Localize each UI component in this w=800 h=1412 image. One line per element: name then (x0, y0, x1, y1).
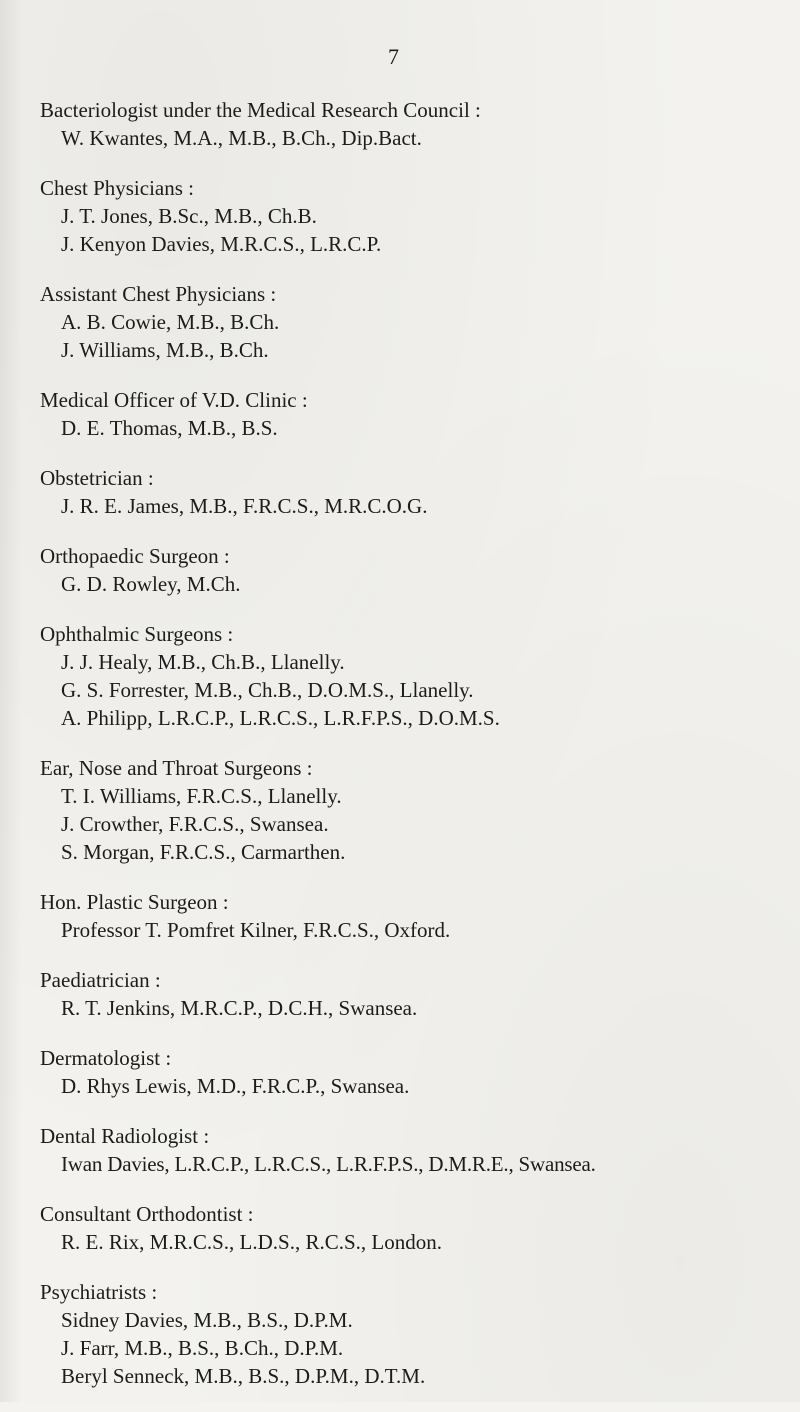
staff-entry: J. T. Jones, B.Sc., M.B., Ch.B. (61, 204, 317, 228)
section-heading: Bacteriologist under the Medical Research Council : (40, 98, 481, 122)
section-heading: Medical Officer of V.D. Clinic : (40, 388, 308, 412)
staff-entry: S. Morgan, F.R.C.S., Carmarthen. (61, 840, 346, 864)
staff-entry: R. T. Jenkins, M.R.C.P., D.C.H., Swansea. (61, 996, 418, 1020)
staff-entry: T. I. Williams, F.R.C.S., Llanelly. (61, 784, 342, 808)
staff-entry: J. Farr, M.B., B.S., B.Ch., D.P.M. (61, 1336, 344, 1360)
staff-entry: J. J. Healy, M.B., Ch.B., Llanelly. (61, 650, 345, 674)
staff-entry: Iwan Davies, L.R.C.P., L.R.C.S., L.R.F.P.S., D.M.R.E., Swansea. (61, 1152, 596, 1176)
staff-entry: J. Crowther, F.R.C.S., Swansea. (61, 812, 329, 836)
section-heading: Dermatologist : (40, 1046, 172, 1070)
staff-entry: R. E. Rix, M.R.C.S., L.D.S., R.C.S., London. (61, 1230, 442, 1254)
staff-entry: Beryl Senneck, M.B., B.S., D.P.M., D.T.M. (61, 1364, 426, 1388)
section-vd-clinic (40, 386, 800, 442)
section-heading: Chest Physicians : (40, 176, 195, 200)
staff-list (40, 96, 800, 1412)
section-heading: Psychiatrists : (40, 1280, 158, 1304)
section-heading: Ear, Nose and Throat Surgeons : (40, 756, 313, 780)
section-heading: Ophthalmic Surgeons : (40, 622, 234, 646)
staff-entry: J. Kenyon Davies, M.R.C.S., L.R.C.P. (61, 232, 382, 256)
staff-entry: Professor T. Pomfret Kilner, F.R.C.S., Oxford. (61, 918, 451, 942)
section-heading: Dental Radiologist : (40, 1124, 210, 1148)
staff-entry: W. Kwantes, M.A., M.B., B.Ch., Dip.Bact. (61, 126, 422, 150)
section-ophthalmic-surgeons (40, 620, 800, 732)
section-dental-radiologist (40, 1122, 800, 1178)
section-dermatologist (40, 1044, 800, 1100)
staff-entry: D. Rhys Lewis, M.D., F.R.C.P., Swansea. (61, 1074, 410, 1098)
section-bacteriologist (40, 96, 800, 152)
staff-entry: Sidney Davies, M.B., B.S., D.P.M. (61, 1308, 353, 1332)
section-orthodontist (40, 1200, 800, 1256)
section-chest-physicians (40, 174, 800, 258)
section-heading: Obstetrician : (40, 466, 154, 490)
staff-entry: D. E. Thomas, M.B., B.S. (61, 416, 278, 440)
section-ent-surgeons (40, 754, 800, 866)
page-edge-shadow (0, 0, 22, 1402)
section-heading: Orthopaedic Surgeon : (40, 544, 230, 568)
section-assistant-chest-physicians (40, 280, 800, 364)
section-heading: Assistant Chest Physicians : (40, 282, 277, 306)
staff-entry: G. D. Rowley, M.Ch. (61, 572, 241, 596)
section-heading: Hon. Plastic Surgeon : (40, 890, 229, 914)
section-paediatrician (40, 966, 800, 1022)
staff-entry: A. Philipp, L.R.C.P., L.R.C.S., L.R.F.P.S., D.O.M.S. (61, 706, 500, 730)
staff-entry: A. B. Cowie, M.B., B.Ch. (61, 310, 280, 334)
section-heading: Paediatrician : (40, 968, 161, 992)
section-heading: Consultant Orthodontist : (40, 1202, 254, 1226)
page-number: 7 (388, 44, 399, 69)
staff-entry: J. Williams, M.B., B.Ch. (61, 338, 269, 362)
staff-entry: G. S. Forrester, M.B., Ch.B., D.O.M.S., Llanelly. (61, 678, 474, 702)
section-psychiatrists (40, 1278, 800, 1390)
section-plastic-surgeon (40, 888, 800, 944)
section-orthopaedic-surgeon (40, 542, 800, 598)
section-obstetrician (40, 464, 800, 520)
staff-entry: J. R. E. James, M.B., F.R.C.S., M.R.C.O.G. (61, 494, 428, 518)
